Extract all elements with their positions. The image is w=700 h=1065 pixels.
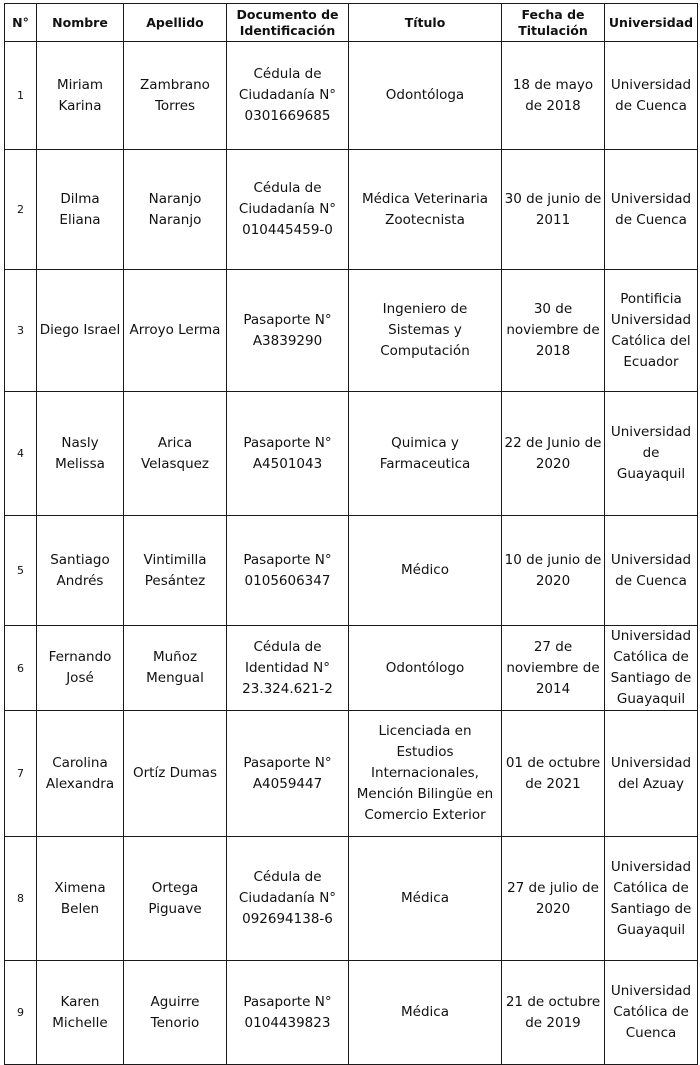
row-titulo: Médica Veterinaria Zootecnista: [349, 150, 502, 270]
table-row: [5, 837, 698, 961]
row-apellido: Arica Velasquez: [124, 392, 227, 516]
row-universidad: Universidad del Azuay: [605, 711, 698, 837]
row-documento: Cédula de Ciudadanía N° 0301669685: [227, 42, 349, 150]
row-nombre: Nasly Melissa: [37, 392, 124, 516]
row-universidad: Universidad de Guayaquil: [605, 392, 698, 516]
table-row: [5, 270, 698, 392]
row-documento: Pasaporte N° A3839290: [227, 270, 349, 392]
header-nombre: Nombre: [37, 4, 124, 42]
row-fecha: 01 de octubre de 2021: [502, 711, 605, 837]
row-num: 7: [5, 711, 37, 837]
row-nombre: Fernando José: [37, 626, 124, 711]
row-titulo: Médica: [349, 837, 502, 961]
row-nombre: Ximena Belen: [37, 837, 124, 961]
table-row: [5, 626, 698, 711]
row-nombre: Dilma Eliana: [37, 150, 124, 270]
row-titulo: Odontólogo: [349, 626, 502, 711]
row-apellido: Muñoz Mengual: [124, 626, 227, 711]
row-universidad: Pontificia Universidad Católica del Ecuador: [605, 270, 698, 392]
row-apellido: Aguirre Tenorio: [124, 961, 227, 1065]
row-num: 3: [5, 270, 37, 392]
header-row: [5, 4, 698, 42]
row-apellido: Zambrano Torres: [124, 42, 227, 150]
row-documento: Pasaporte N° 0104439823: [227, 961, 349, 1065]
row-universidad: Universidad Católica de Santiago de Guayaquil: [605, 837, 698, 961]
row-nombre: Miriam Karina: [37, 42, 124, 150]
row-titulo: Médico: [349, 516, 502, 626]
row-fecha: 18 de mayo de 2018: [502, 42, 605, 150]
table-row: [5, 516, 698, 626]
row-apellido: Arroyo Lerma: [124, 270, 227, 392]
row-apellido: Ortega Piguave: [124, 837, 227, 961]
row-titulo: Odontóloga: [349, 42, 502, 150]
row-fecha: 27 de julio de 2020: [502, 837, 605, 961]
row-titulo: Ingeniero de Sistemas y Computación: [349, 270, 502, 392]
header-apellido: Apellido: [124, 4, 227, 42]
row-nombre: Santiago Andrés: [37, 516, 124, 626]
header-universidad: Universidad: [605, 4, 698, 42]
row-nombre: Karen Michelle: [37, 961, 124, 1065]
table-row: [5, 392, 698, 516]
row-documento: Cédula de Ciudadanía N° 010445459-0: [227, 150, 349, 270]
row-universidad: Universidad Católica de Santiago de Guayaquil: [605, 626, 698, 711]
row-num: 8: [5, 837, 37, 961]
header-fecha: Fecha de Titulación: [502, 4, 605, 42]
row-nombre: Diego Israel: [37, 270, 124, 392]
row-fecha: 30 de noviembre de 2018: [502, 270, 605, 392]
table-row: [5, 150, 698, 270]
row-num: 2: [5, 150, 37, 270]
row-universidad: Universidad Católica de Cuenca: [605, 961, 698, 1065]
row-nombre: Carolina Alexandra: [37, 711, 124, 837]
table-row: [5, 42, 698, 150]
row-universidad: Universidad de Cuenca: [605, 150, 698, 270]
graduates-table: [4, 3, 698, 1065]
row-documento: Cédula de Identidad N° 23.324.621-2: [227, 626, 349, 711]
row-fecha: 30 de junio de 2011: [502, 150, 605, 270]
row-fecha: 22 de Junio de 2020: [502, 392, 605, 516]
row-num: 5: [5, 516, 37, 626]
row-apellido: Naranjo Naranjo: [124, 150, 227, 270]
row-universidad: Universidad de Cuenca: [605, 516, 698, 626]
table-row: [5, 961, 698, 1065]
row-fecha: 27 de noviembre de 2014: [502, 626, 605, 711]
row-num: 9: [5, 961, 37, 1065]
row-apellido: Ortíz Dumas: [124, 711, 227, 837]
row-documento: Cédula de Ciudadanía N° 092694138-6: [227, 837, 349, 961]
row-fecha: 10 de junio de 2020: [502, 516, 605, 626]
row-num: 6: [5, 626, 37, 711]
row-documento: Pasaporte N° A4059447: [227, 711, 349, 837]
row-universidad: Universidad de Cuenca: [605, 42, 698, 150]
row-documento: Pasaporte N° A4501043: [227, 392, 349, 516]
row-titulo: Médica: [349, 961, 502, 1065]
header-documento: Documento de Identificación: [227, 4, 349, 42]
row-apellido: Vintimilla Pesántez: [124, 516, 227, 626]
row-titulo: Licenciada en Estudios Internacionales, Mención Bilingüe en Comercio Exterior: [349, 711, 502, 837]
row-num: 4: [5, 392, 37, 516]
header-num: N°: [5, 4, 37, 42]
table-row: [5, 711, 698, 837]
row-documento: Pasaporte N° 0105606347: [227, 516, 349, 626]
row-num: 1: [5, 42, 37, 150]
header-titulo: Título: [349, 4, 502, 42]
row-titulo: Quimica y Farmaceutica: [349, 392, 502, 516]
row-fecha: 21 de octubre de 2019: [502, 961, 605, 1065]
